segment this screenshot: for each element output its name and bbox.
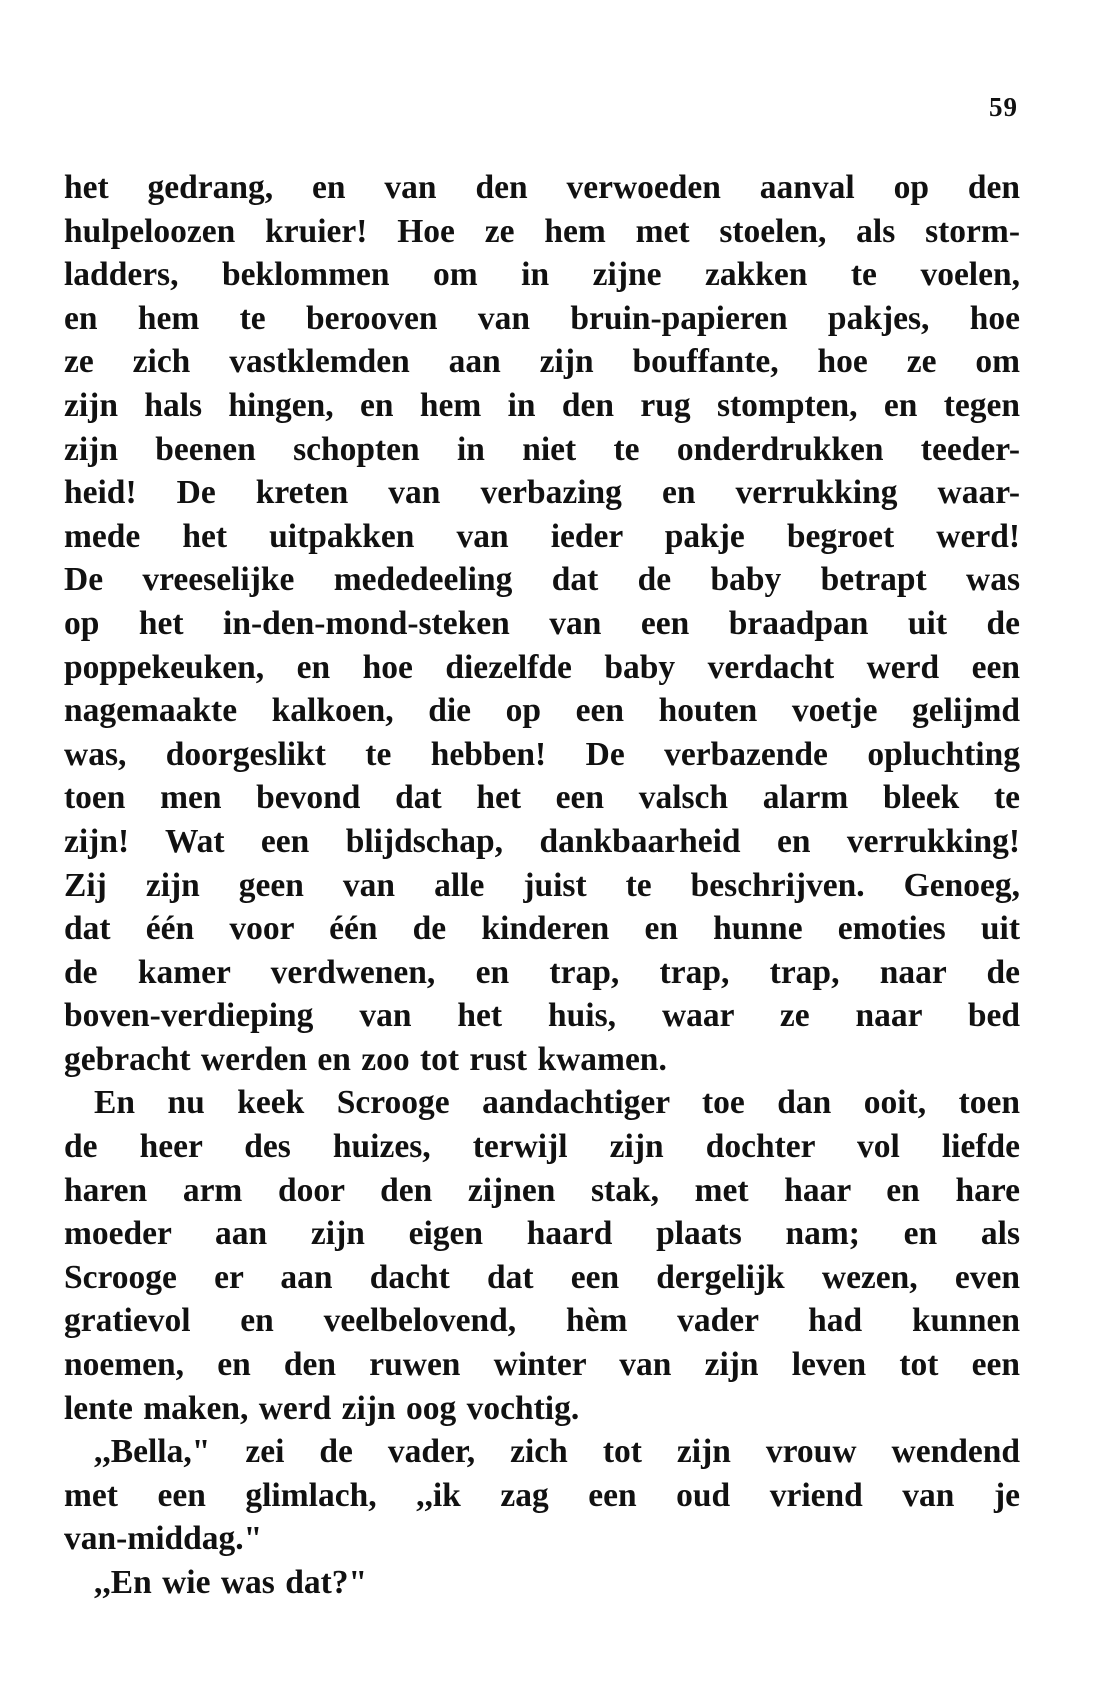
paragraph-4: [64, 1561, 1020, 1605]
text-line: Scrooge er aan dacht dat een dergelijk wezen, even: [64, 1258, 1020, 1296]
text-line: met een glimlach, ,,ik zag een oud vriend van je: [64, 1476, 1020, 1514]
text-line: ,,En wie was dat?": [94, 1564, 368, 1601]
text-line: nagemaakte kalkoen, die op een houten voetje gelijmd: [64, 692, 1020, 730]
text-line: de heer des huizes, terwijl zijn dochter vol liefde: [64, 1128, 1020, 1166]
text-line: ,,Bella," zei de vader, zich tot zijn vrouw wendend: [94, 1433, 1020, 1471]
text-line: De vreeselijke mededeeling dat de baby betrapt was: [64, 561, 1020, 599]
text-line: toen men bevond dat het een valsch alarm bleek te: [64, 779, 1020, 817]
paragraph-3: [64, 1430, 1020, 1561]
text-line: ladders, beklommen om in zijne zakken te voelen,: [64, 256, 1020, 294]
text-line: dat één voor één de kinderen en hunne emoties uit: [64, 910, 1020, 948]
text-line: op het in-den-mond-steken van een braadpan uit de: [64, 604, 1020, 642]
text-line: boven-verdieping van het huis, waar ze naar bed: [64, 997, 1020, 1035]
text-line: mede het uitpakken van ieder pakje begroet werd!: [64, 517, 1020, 555]
text-line: gebracht werden en zoo tot rust kwamen.: [64, 1040, 667, 1078]
text-line: en hem te berooven van bruin-papieren pakjes, hoe: [64, 299, 1020, 337]
text-line: van-middag.": [64, 1520, 263, 1558]
text-line: heid! De kreten van verbazing en verrukking waar-: [64, 474, 1020, 512]
body-text: [64, 166, 1020, 1605]
text-line: moeder aan zijn eigen haard plaats nam; en als: [64, 1215, 1020, 1253]
text-line: lente maken, werd zijn oog vochtig.: [64, 1389, 580, 1427]
text-line: hulpeloozen kruier! Hoe ze hem met stoelen, als storm-: [64, 212, 1020, 250]
text-line: zijn beenen schopten in niet te onderdrukken teeder-: [64, 430, 1020, 468]
text-line: het gedrang, en van den verwoeden aanval op den: [64, 169, 1020, 206]
text-line: ze zich vastklemden aan zijn bouffante, hoe ze om: [64, 343, 1020, 381]
text-line: de kamer verdwenen, en trap, trap, trap, naar de: [64, 953, 1020, 991]
page-number: 59: [989, 92, 1018, 122]
paragraph-1: [64, 166, 1020, 1081]
text-line: poppekeuken, en hoe diezelfde baby verdacht werd een: [64, 648, 1020, 686]
text-line: zijn! Wat een blijdschap, dankbaarheid en verrukking!: [64, 822, 1020, 860]
text-line: haren arm door den zijnen stak, met haar en hare: [64, 1171, 1020, 1209]
text-line: was, doorgeslikt te hebben! De verbazende opluchting: [64, 735, 1020, 773]
text-line: noemen, en den ruwen winter van zijn leven tot een: [64, 1346, 1020, 1384]
text-line: gratievol en veelbelovend, hèm vader had kunnen: [64, 1302, 1020, 1340]
paragraph-2: [64, 1081, 1020, 1430]
text-line: En nu keek Scrooge aandachtiger toe dan ooit, toen: [94, 1084, 1020, 1122]
text-line: Zij zijn geen van alle juist te beschrijven. Genoeg,: [64, 866, 1020, 904]
text-line: zijn hals hingen, en hem in den rug stompten, en tegen: [64, 386, 1020, 424]
